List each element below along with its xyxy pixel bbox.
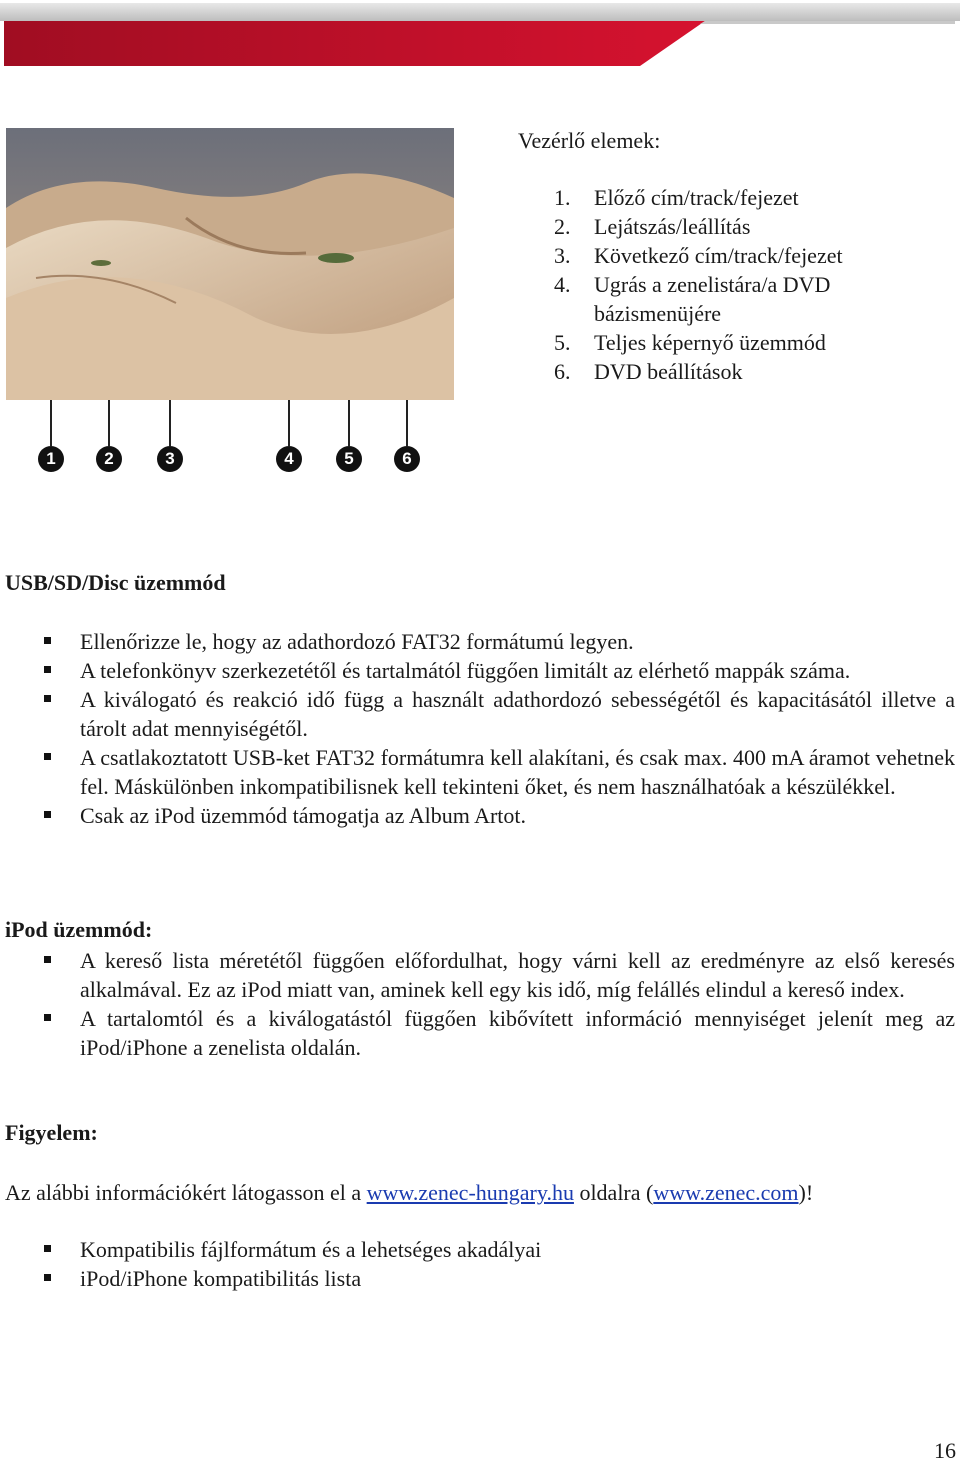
list-item: 5. Teljes képernyő üzemmód bbox=[554, 330, 826, 355]
list-item: Ellenőrizze le, hogy az adathordozó FAT32 formátumú legyen. bbox=[0, 627, 955, 656]
ipod-bullets bbox=[0, 946, 955, 1062]
desert-image bbox=[6, 128, 454, 400]
page-number: 16 bbox=[934, 1438, 956, 1463]
list-item: 6. DVD beállítások bbox=[554, 359, 743, 384]
notice-heading: Figyelem: bbox=[5, 1120, 98, 1145]
notice-text: Az alábbi információkért látogasson el a www.zenec-hungary.hu oldalra (www.zenec.com)! bbox=[5, 1180, 814, 1205]
list-item: 3. Következő cím/track/fejezet bbox=[554, 243, 843, 268]
list-item: Csak az iPod üzemmód támogatja az Album Artot. bbox=[0, 801, 955, 830]
list-item: 2. Lejátszás/leállítás bbox=[554, 214, 751, 239]
zenec-com-link[interactable]: www.zenec.com bbox=[653, 1180, 799, 1205]
list-item: iPod/iPhone kompatibilitás lista bbox=[0, 1264, 955, 1293]
usb-bullets bbox=[0, 627, 955, 830]
list-item: 4. Ugrás a zenelistára/a DVD bázismenüjére bbox=[554, 272, 831, 326]
list-item: A tartalomtól és a kiválogatástól függően kibővített információ mennyiséget jelenít meg az iPod/iPhone a zenelista oldalán. bbox=[0, 1004, 955, 1062]
header-band bbox=[0, 0, 960, 70]
controls-title: Vezérlő elemek: bbox=[518, 128, 661, 153]
list-item: A csatlakoztatott USB-ket FAT32 formátumra kell alakítani, és csak max. 400 mA áramot vehetnek fel. Máskülönben inkompatibilisnek kell tekinteni őket, és nem használhatóak a készülékkel. bbox=[0, 743, 955, 801]
list-item: A telefonkönyv szerkezetétől és tartalmától függően limitált az elérhető mappák száma. bbox=[0, 656, 955, 685]
list-item: A kiválogató és reakció idő függ a használt adathordozó sebességétől és kapacitásától illetve a tárolt adat mennyiségétől. bbox=[0, 685, 955, 743]
list-item: A kereső lista méretétől függően előfordulhat, hogy várni kell az eredményre az első keresés alkalmával. Ez az iPod miatt van, aminek kell egy kis idő, míg felállés elindul a kereső index. bbox=[0, 946, 955, 1004]
ipod-heading: iPod üzemmód: bbox=[5, 917, 153, 942]
notice-bullets bbox=[0, 1235, 955, 1293]
list-item: 1. Előző cím/track/fejezet bbox=[554, 185, 799, 210]
list-item: Kompatibilis fájlformátum és a lehetséges akadályai bbox=[0, 1235, 955, 1264]
controls-list bbox=[554, 183, 934, 386]
player-screenshot bbox=[6, 128, 454, 400]
zenec-hungary-link[interactable]: www.zenec-hungary.hu bbox=[366, 1180, 574, 1205]
usb-heading: USB/SD/Disc üzemmód bbox=[5, 570, 226, 595]
